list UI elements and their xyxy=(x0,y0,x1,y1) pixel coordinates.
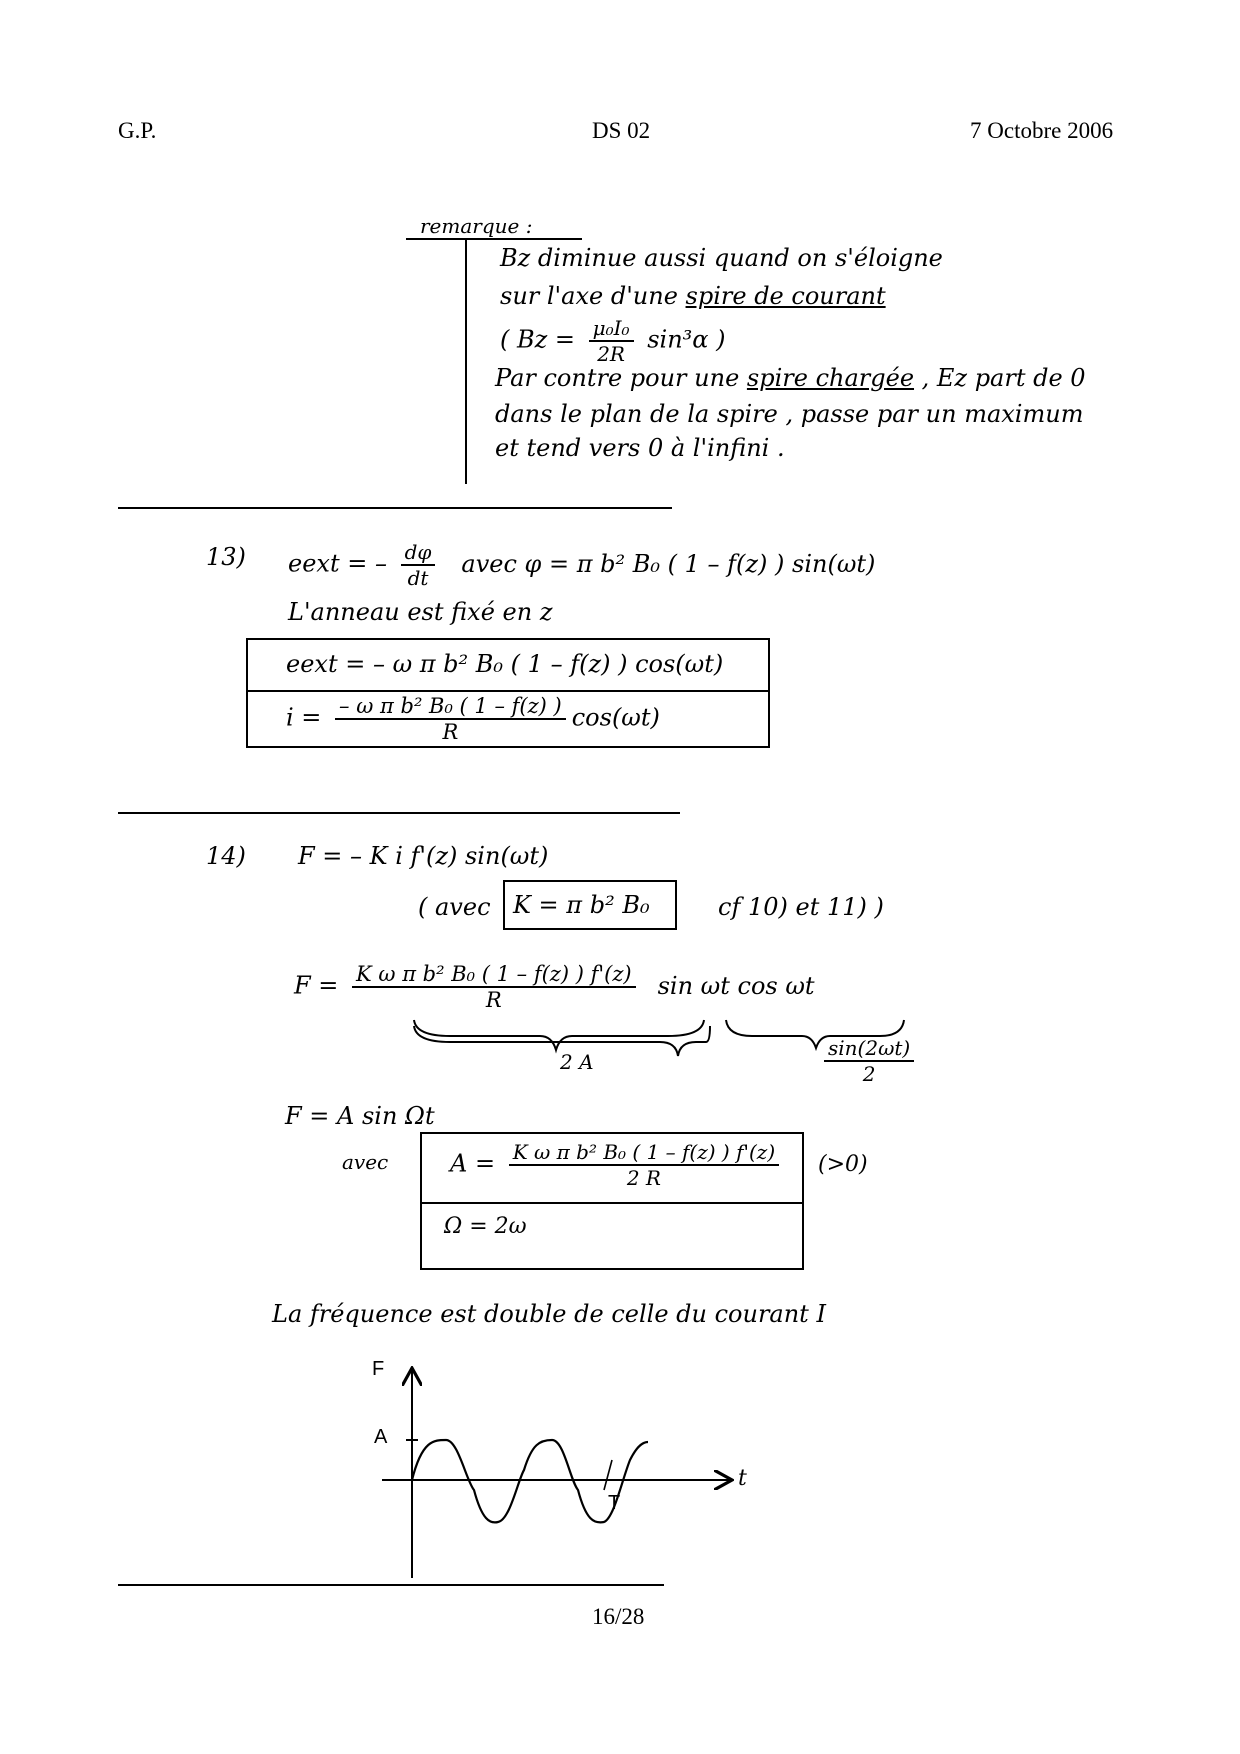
remark-title: remarque : xyxy=(420,214,533,238)
remark-vertical-bar xyxy=(465,238,467,484)
q14-brace2-label: $\frac{\sin(2\omega t)}{2}$ xyxy=(818,1036,920,1086)
q13-equation: eext = – $\frac{d\varphi}{dt}$ avec φ = π b² B₀ ( 1 – f(z) ) sin(ωt) xyxy=(288,540,876,590)
q14-boxA-note: (>0) xyxy=(818,1152,868,1177)
q14-avec: avec xyxy=(342,1150,389,1174)
q14-brace1-label: 2 A xyxy=(560,1050,594,1074)
q14-box-divider xyxy=(422,1202,802,1204)
q14-eq3: F = A sin Ωt xyxy=(285,1102,435,1130)
separator-1 xyxy=(118,507,672,509)
separator-3 xyxy=(118,1584,664,1586)
graph-y-label: F xyxy=(372,1358,385,1380)
period-marker xyxy=(604,1460,612,1490)
header-left: G.P. xyxy=(118,118,157,143)
graph-amp-label: A xyxy=(374,1426,388,1448)
q14-eq1: F = – K i f'(z) sin(ωt) xyxy=(298,842,549,870)
sine-graph xyxy=(360,1360,760,1580)
q14-cf: cf 10) et 11) ) xyxy=(718,893,884,921)
q13-result-box xyxy=(246,638,770,748)
remark-title-underline xyxy=(406,238,582,240)
q14-boxA: A = $\frac{\text{K ω π b² B₀ ( 1 – f(z) ) f'(z)}}{2 R}$ xyxy=(450,1140,785,1190)
q13-line2: L'anneau est fixé en z xyxy=(288,598,553,626)
q13-box-row1: eext = – ω π b² B₀ ( 1 – f(z) ) cos(ωt) xyxy=(286,650,724,678)
graph-period-label: T xyxy=(608,1492,621,1514)
graph-x-label: t xyxy=(738,1466,747,1491)
remark-formula: ( Bz = $\frac{\text{μ₀I₀}}{2R}$ sin³α ) xyxy=(500,316,726,366)
q13-box-divider xyxy=(248,690,768,692)
q14-eq2: F = $\frac{\text{K ω π b² B₀ ( 1 – f(z) ) f'(z)}}{R}$ sin ωt cos ωt xyxy=(294,962,815,1012)
remark-line1: Bz diminue aussi quand on s'éloigne xyxy=(500,244,943,272)
header-center: DS 02 xyxy=(592,118,651,143)
header-right: 7 Octobre 2006 xyxy=(970,118,1114,143)
separator-2 xyxy=(118,812,680,814)
remark-line4: Par contre pour une spire chargée , Ez part de 0 xyxy=(495,364,1086,392)
remark-line5: dans le plan de la spire , passe par un maximum xyxy=(495,400,1084,428)
q14-conclusion: La fréquence est double de celle du courant I xyxy=(272,1300,826,1328)
remark-line2: sur l'axe d'une spire de courant xyxy=(500,282,886,310)
q14-avec-open: ( avec xyxy=(418,893,491,921)
q14-k-box: K = π b² B₀ xyxy=(503,880,677,930)
footer-page: 16/28 xyxy=(592,1604,645,1629)
remark-line6: et tend vers 0 à l'infini . xyxy=(495,434,785,462)
q14-result-box xyxy=(420,1132,804,1270)
q13-number: 13) xyxy=(206,543,246,571)
q13-box-row2: i = $\frac{\text{– ω π b² B₀ ( 1 – f(z) )}}{R}$ cos(ωt) xyxy=(286,694,660,744)
q14-box-omega: Ω = 2ω xyxy=(444,1214,527,1239)
q14-number: 14) xyxy=(206,842,246,870)
